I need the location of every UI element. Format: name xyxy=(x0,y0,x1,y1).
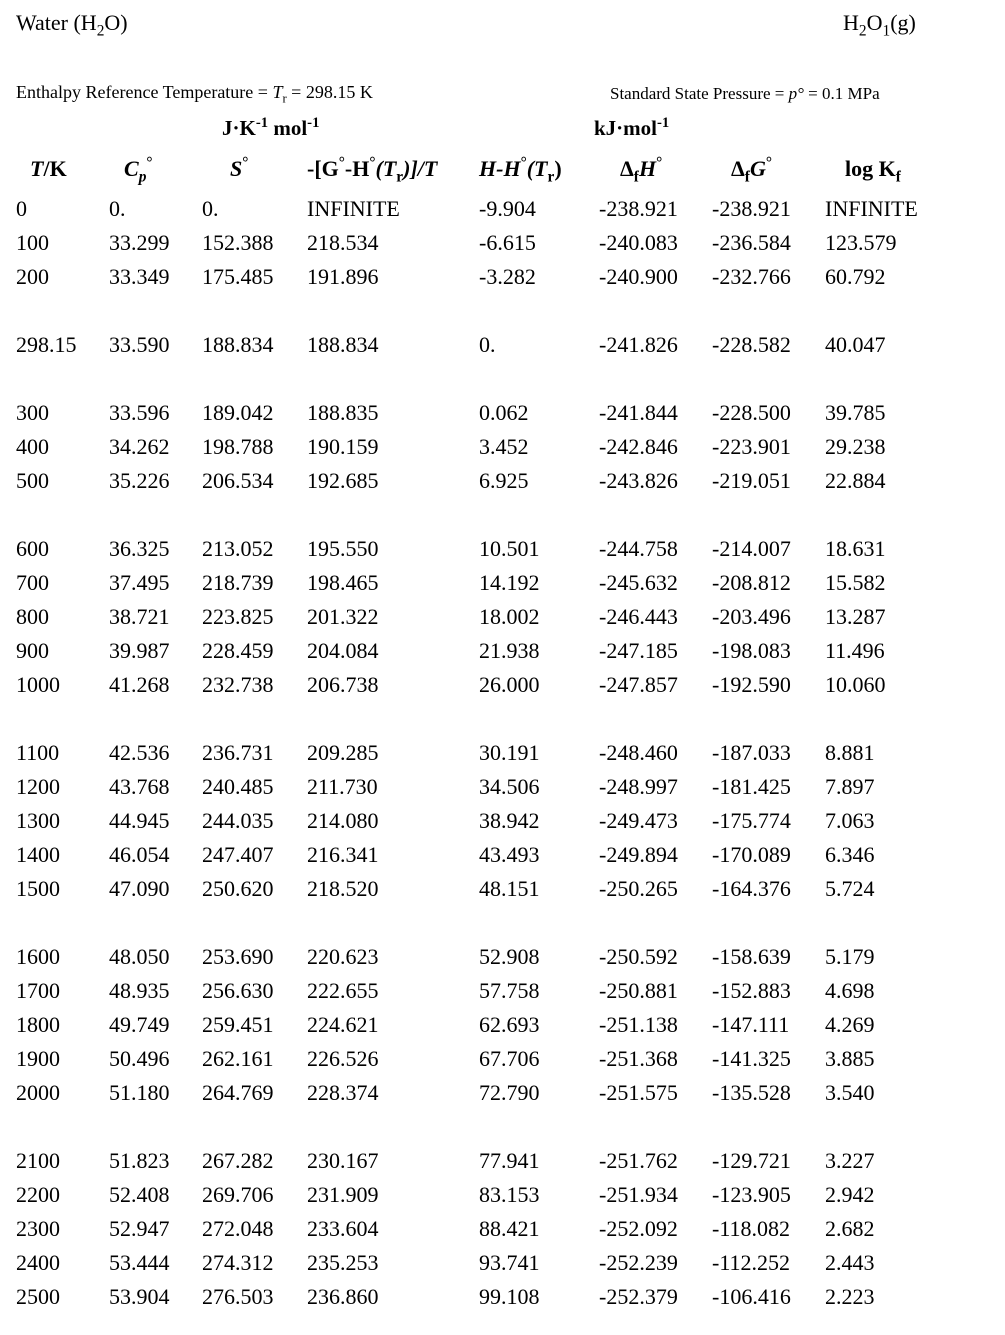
cell-cp: 38.721 xyxy=(109,604,170,629)
energy-units: kJ·mol$^{-1}$ xyxy=(594,115,670,140)
cell-enthalpy-formation: -247.185 xyxy=(599,638,678,663)
cell-log-kf: 3.227 xyxy=(825,1148,875,1173)
column-header-entropy: S° xyxy=(230,154,249,181)
cell-cp: 53.444 xyxy=(109,1250,170,1275)
cell-enthalpy-increment: 77.941 xyxy=(479,1148,540,1173)
cell-gibbs-function: 231.909 xyxy=(307,1182,379,1207)
cell-temperature: 298.15 xyxy=(16,332,77,357)
cell-enthalpy-increment: -6.615 xyxy=(479,230,536,255)
cell-enthalpy-formation: -251.762 xyxy=(599,1148,678,1173)
cell-gibbs-formation: -236.584 xyxy=(712,230,791,255)
cell-gibbs-function: 228.374 xyxy=(307,1080,379,1105)
cell-enthalpy-formation: -247.857 xyxy=(599,672,678,697)
cell-gibbs-formation: -118.082 xyxy=(712,1216,791,1241)
entropy-units: $J\cdot K^{-1}$ mol$^{-1}$ xyxy=(222,115,320,140)
cell-enthalpy-formation: -250.881 xyxy=(599,978,678,1003)
table-row xyxy=(0,1182,1005,1216)
cell-gibbs-formation: -170.089 xyxy=(712,842,791,867)
cell-temperature: 1200 xyxy=(16,774,60,799)
column-header-temperature: T/K xyxy=(30,156,67,181)
table-row xyxy=(0,400,1005,434)
cell-gibbs-function: 222.655 xyxy=(307,978,379,1003)
cell-gibbs-formation: -192.590 xyxy=(712,672,791,697)
cell-log-kf: 15.582 xyxy=(825,570,886,595)
cell-enthalpy-formation: -252.379 xyxy=(599,1284,678,1309)
cell-entropy: 250.620 xyxy=(202,876,274,901)
cell-entropy: 206.534 xyxy=(202,468,274,493)
cell-gibbs-function: 204.084 xyxy=(307,638,379,663)
table-row xyxy=(0,1012,1005,1046)
cell-cp: 43.768 xyxy=(109,774,170,799)
cell-entropy: 247.407 xyxy=(202,842,274,867)
cell-enthalpy-formation: -251.934 xyxy=(599,1182,678,1207)
cell-log-kf: 10.060 xyxy=(825,672,886,697)
cell-enthalpy-formation: -250.265 xyxy=(599,876,678,901)
species-formula: $H_2O_1(g)$ xyxy=(843,10,916,40)
cell-entropy: 0. xyxy=(202,196,219,221)
cell-gibbs-function: 235.253 xyxy=(307,1250,379,1275)
table-row xyxy=(0,196,1005,230)
cell-temperature: 2300 xyxy=(16,1216,60,1241)
cell-temperature: 400 xyxy=(16,434,49,459)
cell-gibbs-function: 192.685 xyxy=(307,468,379,493)
cell-temperature: 700 xyxy=(16,570,49,595)
column-header-log-kf: $\log K_f$ xyxy=(845,156,901,186)
cell-enthalpy-formation: -243.826 xyxy=(599,468,678,493)
cell-gibbs-function: 195.550 xyxy=(307,536,379,561)
cell-cp: 33.349 xyxy=(109,264,170,289)
cell-enthalpy-increment: 43.493 xyxy=(479,842,540,867)
cell-cp: 53.904 xyxy=(109,1284,170,1309)
cell-cp: 44.945 xyxy=(109,808,170,833)
table-row xyxy=(0,434,1005,468)
cell-entropy: 213.052 xyxy=(202,536,274,561)
cell-enthalpy-formation: -245.632 xyxy=(599,570,678,595)
cell-gibbs-formation: -198.083 xyxy=(712,638,791,663)
cell-log-kf: 4.269 xyxy=(825,1012,875,1037)
table-row xyxy=(0,944,1005,978)
cell-enthalpy-increment: 21.938 xyxy=(479,638,540,663)
cell-entropy: 152.388 xyxy=(202,230,274,255)
cell-cp: 39.987 xyxy=(109,638,170,663)
cell-enthalpy-increment: 52.908 xyxy=(479,944,540,969)
cell-cp: 49.749 xyxy=(109,1012,170,1037)
cell-enthalpy-formation: -248.997 xyxy=(599,774,678,799)
cell-entropy: 240.485 xyxy=(202,774,274,799)
cell-temperature: 1400 xyxy=(16,842,60,867)
cell-gibbs-formation: -238.921 xyxy=(712,196,791,221)
cell-temperature: 900 xyxy=(16,638,49,663)
table-row xyxy=(0,842,1005,876)
cell-temperature: 200 xyxy=(16,264,49,289)
cell-entropy: 274.312 xyxy=(202,1250,274,1275)
cell-enthalpy-formation: -240.900 xyxy=(599,264,678,289)
cell-log-kf: 29.238 xyxy=(825,434,886,459)
cell-enthalpy-formation: -244.758 xyxy=(599,536,678,561)
cell-gibbs-function: 206.738 xyxy=(307,672,379,697)
cell-cp: 0. xyxy=(109,196,126,221)
cell-temperature: 1900 xyxy=(16,1046,60,1071)
cell-cp: 52.947 xyxy=(109,1216,170,1241)
cell-enthalpy-increment: 99.108 xyxy=(479,1284,540,1309)
cell-gibbs-function: 191.896 xyxy=(307,264,379,289)
cell-enthalpy-formation: -240.083 xyxy=(599,230,678,255)
table-row xyxy=(0,1284,1005,1318)
cell-enthalpy-increment: 0.062 xyxy=(479,400,529,425)
cell-cp: 48.935 xyxy=(109,978,170,1003)
cell-log-kf: 2.223 xyxy=(825,1284,875,1309)
cell-gibbs-function: 226.526 xyxy=(307,1046,379,1071)
cell-log-kf: 11.496 xyxy=(825,638,885,663)
cell-entropy: 198.788 xyxy=(202,434,274,459)
cell-gibbs-formation: -228.582 xyxy=(712,332,791,357)
cell-enthalpy-increment: -9.904 xyxy=(479,196,536,221)
cell-log-kf: 40.047 xyxy=(825,332,886,357)
cell-log-kf: 5.724 xyxy=(825,876,875,901)
cell-enthalpy-increment: 38.942 xyxy=(479,808,540,833)
cell-gibbs-function: 211.730 xyxy=(307,774,378,799)
cell-gibbs-formation: -228.500 xyxy=(712,400,791,425)
cell-cp: 52.408 xyxy=(109,1182,170,1207)
table-row xyxy=(0,536,1005,570)
cell-gibbs-function: 224.621 xyxy=(307,1012,379,1037)
cell-enthalpy-increment: 93.741 xyxy=(479,1250,540,1275)
cell-enthalpy-increment: 30.191 xyxy=(479,740,540,765)
cell-enthalpy-increment: 88.421 xyxy=(479,1216,540,1241)
cell-gibbs-formation: -129.721 xyxy=(712,1148,791,1173)
table-row xyxy=(0,1148,1005,1182)
cell-cp: 42.536 xyxy=(109,740,170,765)
cell-log-kf: 5.179 xyxy=(825,944,875,969)
cell-gibbs-function: 188.834 xyxy=(307,332,379,357)
cell-enthalpy-formation: -242.846 xyxy=(599,434,678,459)
cell-temperature: 2100 xyxy=(16,1148,60,1173)
cell-cp: 46.054 xyxy=(109,842,170,867)
cell-gibbs-formation: -141.325 xyxy=(712,1046,791,1071)
table-row xyxy=(0,1250,1005,1284)
cell-temperature: 1100 xyxy=(16,740,60,765)
column-header-heat-capacity: $C_p^\circ$ xyxy=(124,154,153,186)
cell-temperature: 1800 xyxy=(16,1012,60,1037)
cell-temperature: 800 xyxy=(16,604,49,629)
cell-gibbs-formation: -106.416 xyxy=(712,1284,791,1309)
table-row xyxy=(0,1080,1005,1114)
cell-enthalpy-formation: -246.443 xyxy=(599,604,678,629)
cell-gibbs-formation: -219.051 xyxy=(712,468,791,493)
cell-gibbs-function: 188.835 xyxy=(307,400,379,425)
cell-entropy: 267.282 xyxy=(202,1148,274,1173)
cell-gibbs-formation: -152.883 xyxy=(712,978,791,1003)
cell-log-kf: 60.792 xyxy=(825,264,886,289)
cell-temperature: 500 xyxy=(16,468,49,493)
cell-temperature: 1600 xyxy=(16,944,60,969)
cell-entropy: 175.485 xyxy=(202,264,274,289)
cell-entropy: 232.738 xyxy=(202,672,274,697)
cell-cp: 47.090 xyxy=(109,876,170,901)
cell-enthalpy-formation: -252.239 xyxy=(599,1250,678,1275)
cell-cp: 51.180 xyxy=(109,1080,170,1105)
cell-gibbs-function: 190.159 xyxy=(307,434,379,459)
cell-enthalpy-formation: -238.921 xyxy=(599,196,678,221)
cell-cp: 33.299 xyxy=(109,230,170,255)
cell-enthalpy-formation: -251.368 xyxy=(599,1046,678,1071)
table-row xyxy=(0,740,1005,774)
cell-gibbs-function: 198.465 xyxy=(307,570,379,595)
cell-log-kf: 22.884 xyxy=(825,468,886,493)
cell-gibbs-formation: -187.033 xyxy=(712,740,791,765)
table-row xyxy=(0,1216,1005,1250)
cell-gibbs-formation: -164.376 xyxy=(712,876,791,901)
cell-gibbs-formation: -223.901 xyxy=(712,434,791,459)
cell-entropy: 264.769 xyxy=(202,1080,274,1105)
cell-gibbs-formation: -158.639 xyxy=(712,944,791,969)
cell-entropy: 244.035 xyxy=(202,808,274,833)
cell-enthalpy-increment: 48.151 xyxy=(479,876,540,901)
column-header-gibbs-function: $-[G^\circ-H^\circ(T_r)]/T$ xyxy=(307,154,438,186)
table-row xyxy=(0,808,1005,842)
cell-temperature: 100 xyxy=(16,230,49,255)
cell-log-kf: 2.682 xyxy=(825,1216,875,1241)
cell-enthalpy-increment: 14.192 xyxy=(479,570,540,595)
cell-gibbs-formation: -232.766 xyxy=(712,264,791,289)
cell-entropy: 228.459 xyxy=(202,638,274,663)
cell-gibbs-function: 201.322 xyxy=(307,604,379,629)
cell-enthalpy-increment: -3.282 xyxy=(479,264,536,289)
cell-log-kf: 123.579 xyxy=(825,230,897,255)
cell-gibbs-function: 233.604 xyxy=(307,1216,379,1241)
table-row xyxy=(0,672,1005,706)
cell-temperature: 2500 xyxy=(16,1284,60,1309)
cell-temperature: 0 xyxy=(16,196,27,221)
cell-enthalpy-formation: -241.826 xyxy=(599,332,678,357)
cell-gibbs-formation: -175.774 xyxy=(712,808,791,833)
cell-cp: 41.268 xyxy=(109,672,170,697)
cell-log-kf: INFINITE xyxy=(825,196,918,221)
cell-log-kf: 3.885 xyxy=(825,1046,875,1071)
table-row xyxy=(0,1046,1005,1080)
cell-enthalpy-increment: 26.000 xyxy=(479,672,540,697)
table-row xyxy=(0,230,1005,264)
cell-cp: 33.596 xyxy=(109,400,170,425)
cell-enthalpy-formation: -251.575 xyxy=(599,1080,678,1105)
table-row xyxy=(0,774,1005,808)
cell-enthalpy-increment: 10.501 xyxy=(479,536,540,561)
cell-entropy: 188.834 xyxy=(202,332,274,357)
cell-cp: 51.823 xyxy=(109,1148,170,1173)
cell-entropy: 189.042 xyxy=(202,400,274,425)
cell-gibbs-function: 216.341 xyxy=(307,842,379,867)
reference-temperature: Enthalpy Reference Temperature = $T_r = 298.15$ K xyxy=(16,82,373,106)
cell-log-kf: 7.897 xyxy=(825,774,875,799)
cell-enthalpy-increment: 67.706 xyxy=(479,1046,540,1071)
cell-log-kf: 4.698 xyxy=(825,978,875,1003)
species-name: Water $(H_2O)$ xyxy=(16,10,128,40)
cell-gibbs-formation: -123.905 xyxy=(712,1182,791,1207)
cell-enthalpy-formation: -249.473 xyxy=(599,808,678,833)
cell-gibbs-function: INFINITE xyxy=(307,196,400,221)
cell-entropy: 218.739 xyxy=(202,570,274,595)
cell-enthalpy-increment: 57.758 xyxy=(479,978,540,1003)
cell-entropy: 276.503 xyxy=(202,1284,274,1309)
cell-temperature: 2000 xyxy=(16,1080,60,1105)
standard-pressure: Standard State Pressure = p° = 0.1 MPa xyxy=(610,84,880,103)
table-row xyxy=(0,468,1005,502)
cell-entropy: 253.690 xyxy=(202,944,274,969)
cell-entropy: 269.706 xyxy=(202,1182,274,1207)
cell-enthalpy-increment: 18.002 xyxy=(479,604,540,629)
cell-entropy: 236.731 xyxy=(202,740,274,765)
column-header-gibbs-formation: $\Delta_fG^\circ$ xyxy=(731,154,772,186)
table-row xyxy=(0,604,1005,638)
cell-enthalpy-increment: 3.452 xyxy=(479,434,529,459)
table-row xyxy=(0,570,1005,604)
cell-enthalpy-increment: 6.925 xyxy=(479,468,529,493)
cell-gibbs-function: 230.167 xyxy=(307,1148,379,1173)
cell-entropy: 259.451 xyxy=(202,1012,274,1037)
cell-gibbs-formation: -203.496 xyxy=(712,604,791,629)
cell-enthalpy-increment: 34.506 xyxy=(479,774,540,799)
cell-enthalpy-increment: 62.693 xyxy=(479,1012,540,1037)
cell-log-kf: 39.785 xyxy=(825,400,886,425)
table-row xyxy=(0,978,1005,1012)
cell-enthalpy-formation: -241.844 xyxy=(599,400,678,425)
cell-enthalpy-increment: 83.153 xyxy=(479,1182,540,1207)
cell-log-kf: 7.063 xyxy=(825,808,875,833)
cell-enthalpy-increment: 0. xyxy=(479,332,496,357)
cell-temperature: 1500 xyxy=(16,876,60,901)
cell-cp: 33.590 xyxy=(109,332,170,357)
cell-gibbs-formation: -208.812 xyxy=(712,570,791,595)
cell-gibbs-function: 218.520 xyxy=(307,876,379,901)
cell-gibbs-formation: -135.528 xyxy=(712,1080,791,1105)
cell-gibbs-function: 214.080 xyxy=(307,808,379,833)
cell-enthalpy-formation: -252.092 xyxy=(599,1216,678,1241)
table-row xyxy=(0,332,1005,366)
cell-gibbs-formation: -147.111 xyxy=(712,1012,790,1037)
cell-cp: 50.496 xyxy=(109,1046,170,1071)
cell-temperature: 1700 xyxy=(16,978,60,1003)
column-header-enthalpy-increment: $H-H^\circ(T_r)$ xyxy=(479,154,562,186)
cell-entropy: 262.161 xyxy=(202,1046,274,1071)
cell-temperature: 2200 xyxy=(16,1182,60,1207)
cell-cp: 35.226 xyxy=(109,468,170,493)
cell-temperature: 300 xyxy=(16,400,49,425)
cell-enthalpy-formation: -250.592 xyxy=(599,944,678,969)
cell-enthalpy-formation: -251.138 xyxy=(599,1012,678,1037)
column-header-enthalpy-formation: $\Delta_fH^\circ$ xyxy=(620,154,663,186)
table-row xyxy=(0,638,1005,672)
cell-log-kf: 3.540 xyxy=(825,1080,875,1105)
cell-gibbs-function: 218.534 xyxy=(307,230,379,255)
cell-cp: 36.325 xyxy=(109,536,170,561)
cell-temperature: 600 xyxy=(16,536,49,561)
cell-log-kf: 6.346 xyxy=(825,842,875,867)
cell-gibbs-formation: -181.425 xyxy=(712,774,791,799)
cell-entropy: 223.825 xyxy=(202,604,274,629)
cell-temperature: 1300 xyxy=(16,808,60,833)
cell-temperature: 1000 xyxy=(16,672,60,697)
cell-log-kf: 18.631 xyxy=(825,536,886,561)
cell-temperature: 2400 xyxy=(16,1250,60,1275)
cell-log-kf: 2.942 xyxy=(825,1182,875,1207)
cell-cp: 34.262 xyxy=(109,434,170,459)
cell-cp: 48.050 xyxy=(109,944,170,969)
table-row xyxy=(0,876,1005,910)
cell-gibbs-formation: -214.007 xyxy=(712,536,791,561)
cell-log-kf: 8.881 xyxy=(825,740,875,765)
cell-entropy: 256.630 xyxy=(202,978,274,1003)
cell-log-kf: 13.287 xyxy=(825,604,886,629)
table-row xyxy=(0,264,1005,298)
cell-gibbs-function: 220.623 xyxy=(307,944,379,969)
cell-gibbs-function: 236.860 xyxy=(307,1284,379,1309)
cell-entropy: 272.048 xyxy=(202,1216,274,1241)
cell-gibbs-formation: -112.252 xyxy=(712,1250,791,1275)
cell-log-kf: 2.443 xyxy=(825,1250,875,1275)
cell-enthalpy-increment: 72.790 xyxy=(479,1080,540,1105)
cell-cp: 37.495 xyxy=(109,570,170,595)
cell-enthalpy-formation: -248.460 xyxy=(599,740,678,765)
cell-enthalpy-formation: -249.894 xyxy=(599,842,678,867)
cell-gibbs-function: 209.285 xyxy=(307,740,379,765)
